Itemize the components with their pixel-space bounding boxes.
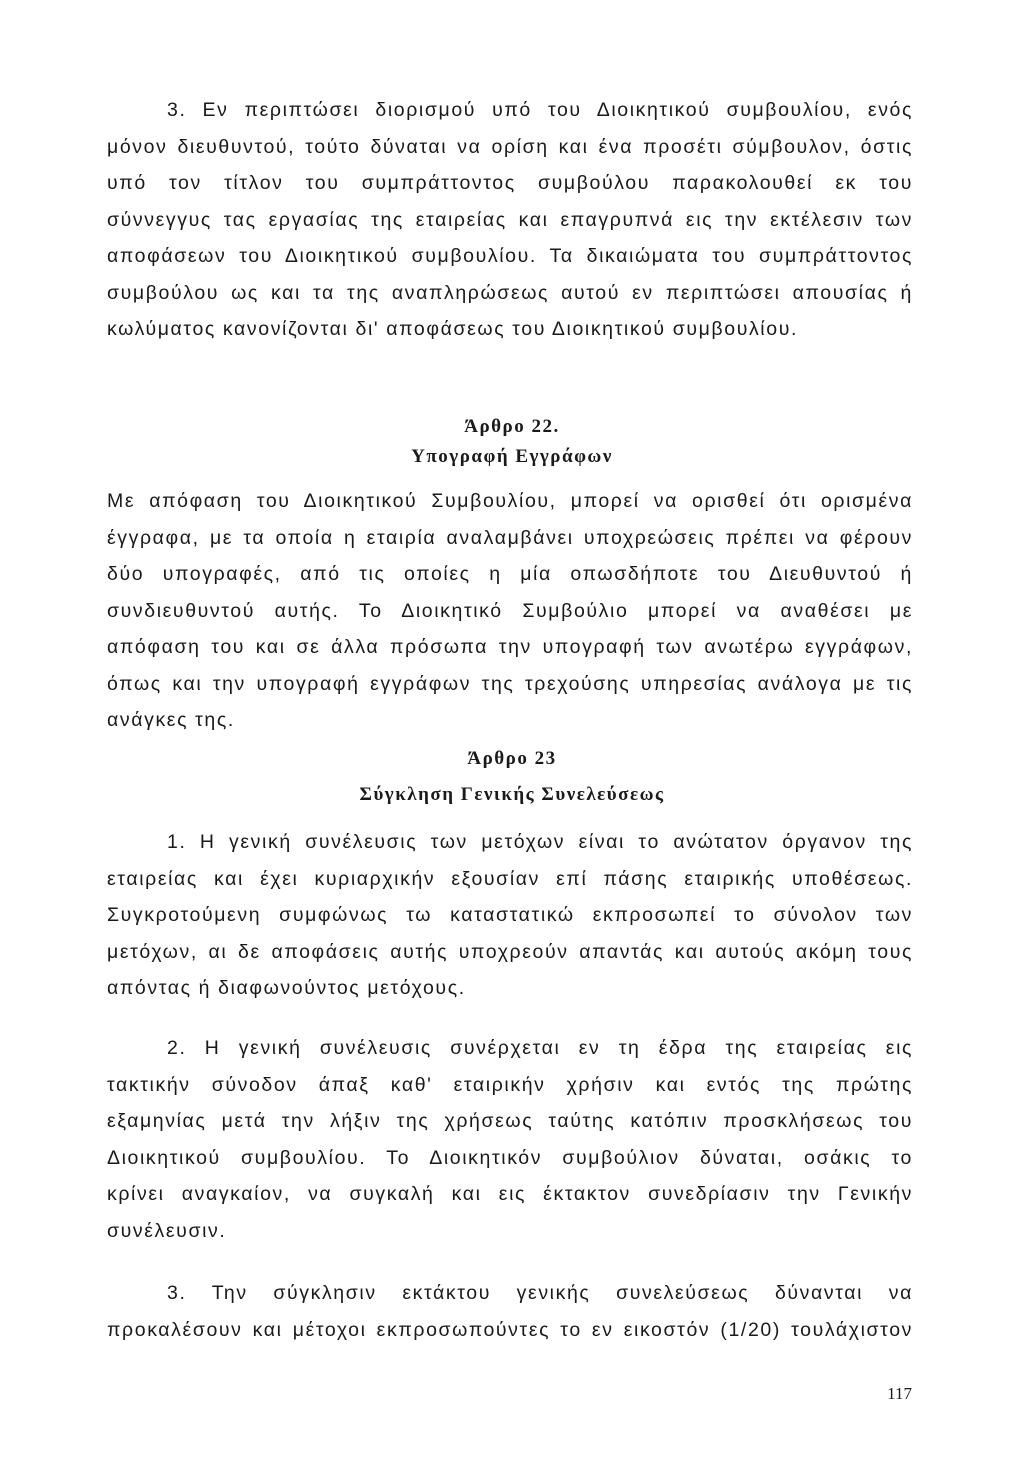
text-line: μετόχων, αι δε αποφάσεις αυτής υποχρεούν απαντάς και αυτούς ακόμη τους (107, 940, 913, 963)
text-line: μόνον διευθυντού, τούτο δύναται να ορίση και ένα προσέτι σύμβουλον, όστις (107, 135, 913, 158)
text-line: όπως και την υπογραφή εγγράφων της τρεχούσης υπηρεσίας ανάλογα με τις (107, 672, 913, 695)
article-22-subtitle: Υπογραφή Εγγράφων (411, 446, 613, 467)
text-line: 3. Την σύγκλησιν εκτάκτου γενικής συνελεύσεως δύνανται να (167, 1282, 913, 1304)
text-line: υπό τον τίτλον του συμπράττοντος συμβούλου παρακολουθεί εκ του (107, 172, 913, 194)
text-line: προκαλέσουν και μέτοχοι εκπροσωπούντες το εν εικοστόν (1/20) τουλάχιστον (107, 1318, 913, 1341)
text-line: συμβούλου ως και τα της αναπληρώσεως αυτού εν περιπτώσει απουσίας ή (107, 281, 913, 304)
text-line: 2. Η γενική συνέλευσις συνέρχεται εν τη έδρα της εταιρείας εις (167, 1037, 913, 1059)
text-line: Με απόφαση του Διοικητικού Συμβουλίου, μπορεί να ορισθεί ότι ορισμένα (107, 490, 913, 512)
paragraph-article23-3 (107, 1275, 913, 1348)
paragraph-article22 (107, 483, 913, 739)
text-line: ανάγκες της. (107, 709, 235, 731)
text-line: έγγραφα, με τα οποία η εταιρία αναλαμβάνει υποχρεώσεις πρέπει να φέρουν (107, 526, 913, 549)
text-line: αποφάσεων του Διοικητικού συμβουλίου. Τα δικαιώματα του συμπράττοντος (107, 245, 913, 267)
text-line: συνδιευθυντού αυτής. Το Διοικητικό Συμβούλιο μπορεί να αναθέσει με (107, 599, 913, 622)
article-23-title: Άρθρο 23 (467, 748, 557, 769)
text-line: εξαμηνίας μετά την λήξιν της χρήσεως ταύτης κατόπιν προσκλήσεως του (107, 1110, 913, 1132)
text-line: απόφαση του και σε άλλα πρόσωπα την υπογραφή των ανωτέρω εγγράφων, (107, 636, 913, 658)
text-line: τακτικήν σύνοδον άπαξ καθ' εταιρικήν χρήσιν και εντός της πρώτης (107, 1073, 913, 1096)
text-line: Διοικητικού συμβουλίου. Το Διοικητικόν συμβούλιον δύναται, οσάκις το (107, 1146, 913, 1169)
text-line: 1. Η γενική συνέλευσις των μετόχων είναι το ανώτατον όργανον της (167, 831, 913, 853)
text-line: απόντας ή διαφωνούντος μετόχους. (107, 977, 466, 999)
text-line: κωλύματος κανονίζονται δι' αποφάσεως του Διοικητικού συμβουλίου. (107, 318, 798, 340)
text-line: δύο υπογραφές, από τις οποίες η μία οπωσδήποτε του Διευθυντού ή (107, 563, 913, 585)
text-line: συνέλευσιν. (107, 1219, 227, 1242)
article-22-title: Άρθρο 22. (464, 416, 560, 437)
text-line: Συγκροτούμενη συμφώνως τω καταστατικώ εκπροσωπεί το σύνολον των (107, 904, 913, 926)
paragraph-article21-3 (107, 92, 913, 348)
text-line: 3. Εν περιπτώσει διορισμού υπό του Διοικητικού συμβουλίου, ενός (167, 99, 913, 121)
paragraph-article23-1 (107, 824, 913, 1007)
page-number: 117 (887, 1384, 912, 1403)
text-line: κρίνει αναγκαίον, να συγκαλή και εις έκτακτον συνεδρίασιν την Γενικήν (107, 1183, 913, 1205)
article-23-subtitle: Σύγκληση Γενικής Συνελεύσεως (359, 784, 665, 805)
paragraph-article23-2 (107, 1030, 913, 1249)
text-line: σύννεγγυς τας εργασίας της εταιρείας και επαγρυπνά εις την εκτέλεσιν των (107, 208, 913, 231)
text-line: εταιρείας και έχει κυριαρχικήν εξουσίαν επί πάσης εταιρικής υποθέσεως. (107, 867, 913, 890)
